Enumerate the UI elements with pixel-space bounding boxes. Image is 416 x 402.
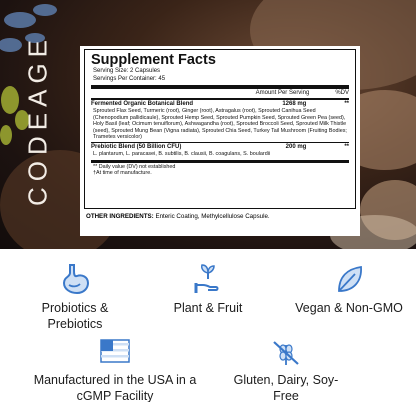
features-section xyxy=(0,249,416,402)
blend2-name: Prebiotic Blend (50 Billion CFU) xyxy=(91,143,182,150)
servings-per-container: Servings Per Container: 45 xyxy=(93,75,166,82)
feature-label: Plant & Fruit xyxy=(173,301,243,315)
other-ingredients-label: OTHER INGREDIENTS: xyxy=(86,213,154,220)
serving-size: Serving Size: 2 Capsules xyxy=(93,68,161,75)
leaf-icon xyxy=(334,263,364,295)
stomach-icon xyxy=(60,263,90,295)
feature-label: Manufactured in the USA in a cGMP Facility xyxy=(33,373,197,402)
feature-vegan xyxy=(290,263,408,317)
no-wheat-icon xyxy=(271,339,301,367)
blend1-amount: 1268 mg xyxy=(282,101,307,108)
us-flag-icon xyxy=(100,339,130,367)
hand-plant-icon xyxy=(193,263,223,295)
blend2-dv: ** xyxy=(344,143,349,150)
other-ingredients-text: Enteric Coating, Methylcellulose Capsule. xyxy=(153,213,270,220)
amount-header: Amount Per Serving xyxy=(255,89,310,96)
supplement-facts-panel xyxy=(80,46,360,236)
brand-logo: CODEAGE xyxy=(22,33,53,207)
feature-usa-cgmp xyxy=(30,339,200,402)
other-ingredients xyxy=(84,213,356,220)
blend1-dv: ** xyxy=(344,101,349,108)
footnote-dv: ** Daily value (DV) not established xyxy=(93,163,176,170)
blend2-ingredients: L. plantarum, L. paracasei, B. subtilis, B. clausii, B. coagulans, S. boulardii xyxy=(93,151,271,158)
blend1-name: Fermented Organic Botanical Blend xyxy=(91,101,194,108)
feature-probiotics xyxy=(20,263,130,332)
footnote-manufacture: †At time of manufacture. xyxy=(93,170,152,177)
dv-header: %DV xyxy=(335,89,349,96)
blend2-amount: 200 mg xyxy=(285,143,307,150)
feature-allergen-free xyxy=(226,339,346,402)
feature-plant-fruit xyxy=(160,263,256,317)
feature-label: Vegan & Non-GMO xyxy=(295,301,403,315)
feature-label: Probiotics & Prebiotics xyxy=(41,301,109,331)
facts-title: Supplement Facts xyxy=(91,52,216,68)
blend1-ingredients: Sprouted Flax Seed, Turmeric (root), Ginger (root), Astragalus (root), Sprouted Canihua Seed (Chenopodium pallidicaule), Sprouted Hemp Seed, Sprouted Pumpkin Seed, Sprouted Green Pea (seed), Holy Basil (leaf; Ocimum tenuiflorum), Ashwagandha (root), Sprouted Broccoli Seed, Sprouted Milk Thistle (seed), Sprouted Mung Bean (Vigna radiata), Sprouted Chia Seed, Turkey Tail Mushroom (Fruiting Bodies; Trametes versicolor) xyxy=(93,108,347,141)
feature-label: Gluten, Dairy, Soy-Free xyxy=(233,373,339,402)
